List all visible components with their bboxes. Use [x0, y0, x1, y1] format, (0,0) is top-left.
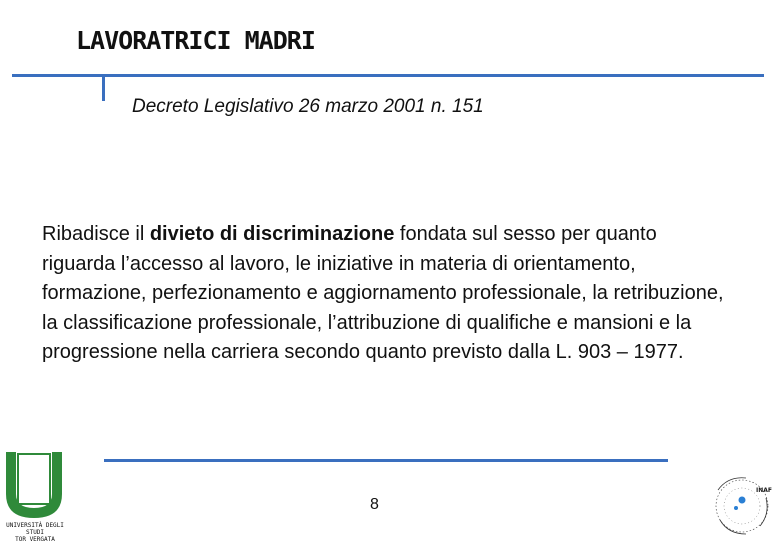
university-logo-text: UNIVERSITÀ DEGLI STUDI TOR VERGATA — [6, 522, 64, 543]
body-text-start: Ribadisce il — [42, 223, 150, 245]
body-text-end: fondata sul sesso per quanto riguarda l’accesso al lavoro, le iniziative in materia di orientamento, formazione, perfezionamento e aggiornamento professionale, la retribuzione, la classificazione professionale, l’attribuzione di qualifiche e mansioni e la progressione nella carriera secondo quanto previsto dalla L. 903 – 1977. — [42, 223, 724, 364]
top-rule-tick — [102, 74, 105, 101]
slide-subtitle: Decreto Legislativo 26 marzo 2001 n. 151 — [132, 96, 484, 117]
top-rule — [12, 74, 764, 77]
slide-title: LAVORATRICI MADRI — [76, 26, 315, 55]
page-number: 8 — [370, 496, 379, 513]
body-paragraph — [42, 220, 732, 368]
bottom-rule — [104, 459, 668, 462]
svg-text:INAF: INAF — [756, 487, 772, 494]
body-emphasis: divieto di discriminazione — [149, 223, 395, 245]
institute-logo — [706, 470, 776, 538]
